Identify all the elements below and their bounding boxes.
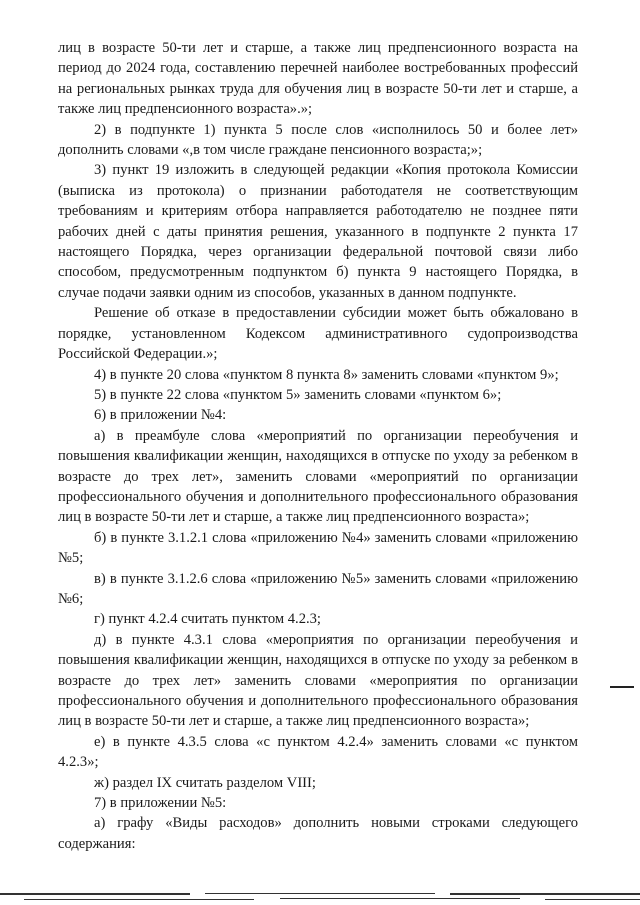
paragraph: Решение об отказе в предоставлении субсидии может быть обжаловано в порядке, установленном Кодексом административного судопроизводства Российской Федерации.»; bbox=[58, 305, 578, 363]
scan-artifact-line bbox=[24, 899, 254, 900]
paragraph: 7) в приложении №5: bbox=[94, 795, 227, 812]
margin-mark bbox=[610, 686, 634, 688]
paragraph: лиц в возрасте 50-ти лет и старше, а также лиц предпенсионного возраста на период до 2024 года, составлению перечней наиболее востребованных профессий на региональных рынках труда для обучения лиц в возрасте 50-ти лет и старше, а также лиц предпенсионного возраста».»; bbox=[58, 40, 578, 118]
paragraph: е) в пункте 4.3.5 слова «с пунктом 4.2.4» заменить словами «с пунктом 4.2.3»; bbox=[58, 733, 578, 771]
paragraph: а) в преамбуле слова «мероприятий по организации переобучения и повышения квалификации женщин, находящихся в отпуске по уходу за ребенком в возрасте до трех лет», заменить словами «мероприятий по организации профессионального обучения и дополнительного профессионального образования лиц в возрасте 50-ти лет и старше, а также лиц предпенсионного возраста»; bbox=[58, 427, 578, 526]
paragraph: 3) пункт 19 изложить в следующей редакции «Копия протокола Комиссии (выписка из протокола) о признании работодателя не соответствующим требованиям и критериям отбора направляется работодателю не позднее пяти рабочих дней с даты принятия решения, указанного в подпункте 2 пункта 17 настоящего Порядка, через организации федеральной почтовой связи либо способом, предусмотренным подпунктом б) пункта 9 настоящего Порядка, в случае подачи заявки одним из способов, указанных в данном подпункте. bbox=[58, 162, 578, 301]
paragraph: 5) в пункте 22 слова «пунктом 5» заменить словами «пунктом 6»; bbox=[94, 386, 502, 403]
paragraph: ж) раздел IX считать разделом VIII; bbox=[94, 774, 316, 791]
paragraph: в) в пункте 3.1.2.6 слова «приложению №5» заменить словами «приложению №6; bbox=[58, 570, 578, 607]
paragraph: 2) в подпункте 1) пункта 5 после слов «исполнилось 50 и более лет» дополнить словами «,в том числе граждане пенсионного возраста;»; bbox=[58, 121, 578, 159]
scan-artifact-line bbox=[450, 893, 640, 895]
scan-artifact-line bbox=[0, 893, 190, 895]
paragraph: а) графу «Виды расходов» дополнить новыми строками следующего содержания: bbox=[58, 815, 578, 852]
document-body bbox=[58, 38, 578, 854]
scan-artifact-line bbox=[545, 899, 640, 900]
paragraph: 4) в пункте 20 слова «пунктом 8 пункта 8» заменить словами «пунктом 9»; bbox=[94, 366, 559, 383]
scan-artifact-line bbox=[280, 898, 520, 899]
paragraph: 6) в приложении №4: bbox=[94, 407, 227, 424]
paragraph: д) в пункте 4.3.1 слова «мероприятия по организации переобучения и повышения квалификации женщин, находящихся в отпуске по уходу за ребенком в возрасте до трех лет» заменить словами «мероприятия по организации профессионального обучения и дополнительного профессионального образования лиц в возрасте 50-ти лет и старше, а также лиц предпенсионного возраста»; bbox=[58, 631, 578, 730]
scan-artifact-line bbox=[205, 893, 435, 894]
paragraph: б) в пункте 3.1.2.1 слова «приложению №4» заменить словами «приложению №5; bbox=[58, 529, 578, 567]
paragraph: г) пункт 4.2.4 считать пунктом 4.2.3; bbox=[94, 611, 321, 628]
